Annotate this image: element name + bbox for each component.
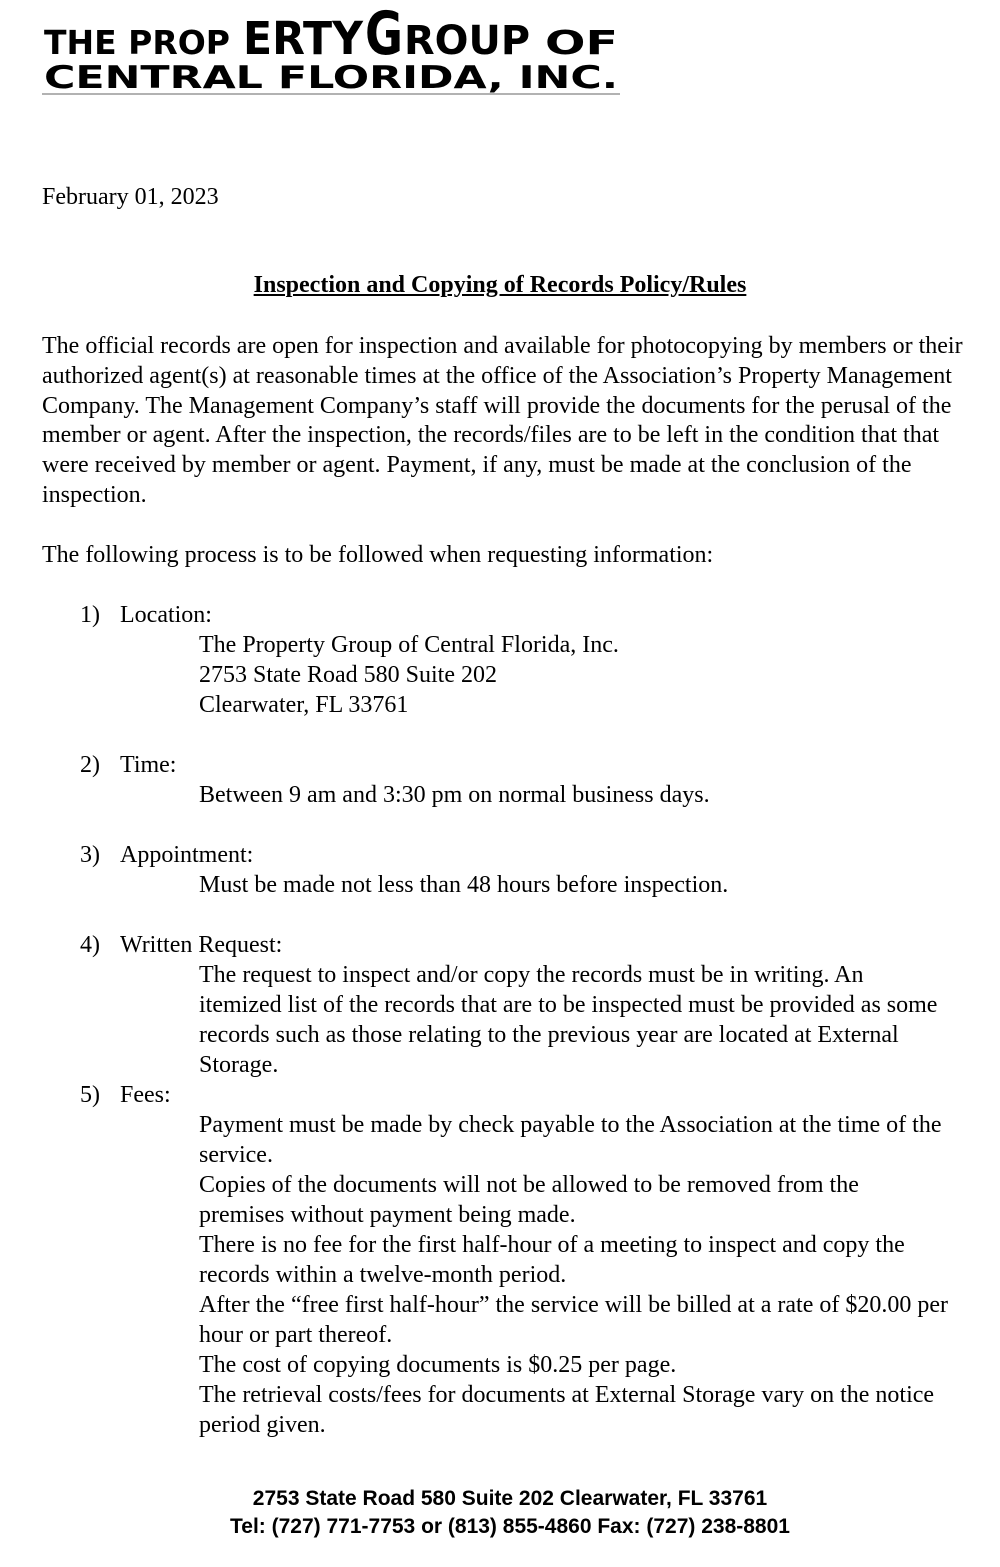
- letter-date: February 01, 2023: [42, 184, 219, 210]
- list-item-label: Written Request:: [120, 932, 283, 958]
- list-item-location: [80, 600, 212, 630]
- list-item-number: 4): [80, 932, 100, 958]
- fee-payment-method: Payment must be made by check payable to the Association at the time of the service.: [199, 1112, 942, 1168]
- logo-text-erty: ERTY: [243, 12, 365, 65]
- company-logo-graphic: [42, 2, 620, 96]
- fee-copies-removal: Copies of the documents will not be allowed to be removed from the premises without payment being made.: [199, 1172, 859, 1228]
- fees-details: [199, 1110, 979, 1440]
- appointment-text: Must be made not less than 48 hours before inspection.: [199, 872, 729, 898]
- time-details: [199, 780, 979, 810]
- logo-text-the-prop: THE PROP: [44, 23, 230, 62]
- location-street: 2753 State Road 580 Suite 202: [199, 662, 497, 688]
- logo-text-of: OF: [545, 23, 618, 62]
- logo-text-g: G: [365, 2, 403, 69]
- fee-retrieval: The retrieval costs/fees for documents at External Storage vary on the notice period given.: [199, 1382, 935, 1438]
- location-city: Clearwater, FL 33761: [199, 692, 409, 718]
- footer-address: 2753 State Road 580 Suite 202 Clearwater, FL 33761: [252, 1487, 768, 1510]
- written-request-details: [199, 960, 944, 1080]
- list-item-label: Appointment:: [120, 842, 254, 868]
- appointment-details: [199, 870, 979, 900]
- location-company: The Property Group of Central Florida, Inc.: [199, 632, 619, 658]
- intro-paragraph: The official records are open for inspection and available for photocopying by members or their authorized agent(s) at reasonable times at the office of the Association’s Property Management Company. The Management Company’s staff will provide the documents for the perusal of the member or agent. After the inspection, the records/files are to be left in the condition that that were received by member or agent. Payment, if any, must be made at the conclusion of the inspection.: [42, 333, 963, 508]
- footer-contact: Tel: (727) 771-7753 or (813) 855-4860 Fax: (727) 238-8801: [230, 1515, 790, 1538]
- logo-text-roup: ROUP: [404, 18, 530, 64]
- list-item-label: Fees:: [120, 1082, 171, 1108]
- list-item-fees: [80, 1080, 171, 1110]
- company-logo: [42, 2, 620, 96]
- location-details: [199, 630, 979, 720]
- fee-hourly-rate: After the “free first half-hour” the service will be billed at a rate of $20.00 per hour or part thereof.: [199, 1292, 949, 1348]
- list-item-written-request: [80, 930, 282, 960]
- process-intro: The following process is to be followed when requesting information:: [42, 542, 714, 568]
- fee-free-half-hour: There is no fee for the first half-hour of a meeting to inspect and copy the records within a twelve-month period.: [199, 1232, 905, 1288]
- list-item-number: 1): [80, 602, 100, 628]
- written-request-text: The request to inspect and/or copy the records must be in writing. An itemized list of the records that are to be inspected must be provided as some records such as those relating to the previous year are located at External Storage.: [199, 962, 938, 1078]
- list-item-label: Time:: [120, 752, 177, 778]
- fee-copy-cost: The cost of copying documents is $0.25 per page.: [199, 1352, 677, 1378]
- list-item-label: Location:: [120, 602, 212, 628]
- list-item-number: 5): [80, 1082, 100, 1108]
- list-item-number: 2): [80, 752, 100, 778]
- document-title: Inspection and Copying of Records Policy/Rules: [253, 272, 747, 298]
- list-item-number: 3): [80, 842, 100, 868]
- time-text: Between 9 am and 3:30 pm on normal business days.: [199, 782, 710, 808]
- page-footer: [0, 1485, 1000, 1541]
- logo-text-central-florida: CENTRAL FLORIDA, INC.: [44, 60, 618, 96]
- list-item-time: [80, 750, 176, 780]
- list-item-appointment: [80, 840, 253, 870]
